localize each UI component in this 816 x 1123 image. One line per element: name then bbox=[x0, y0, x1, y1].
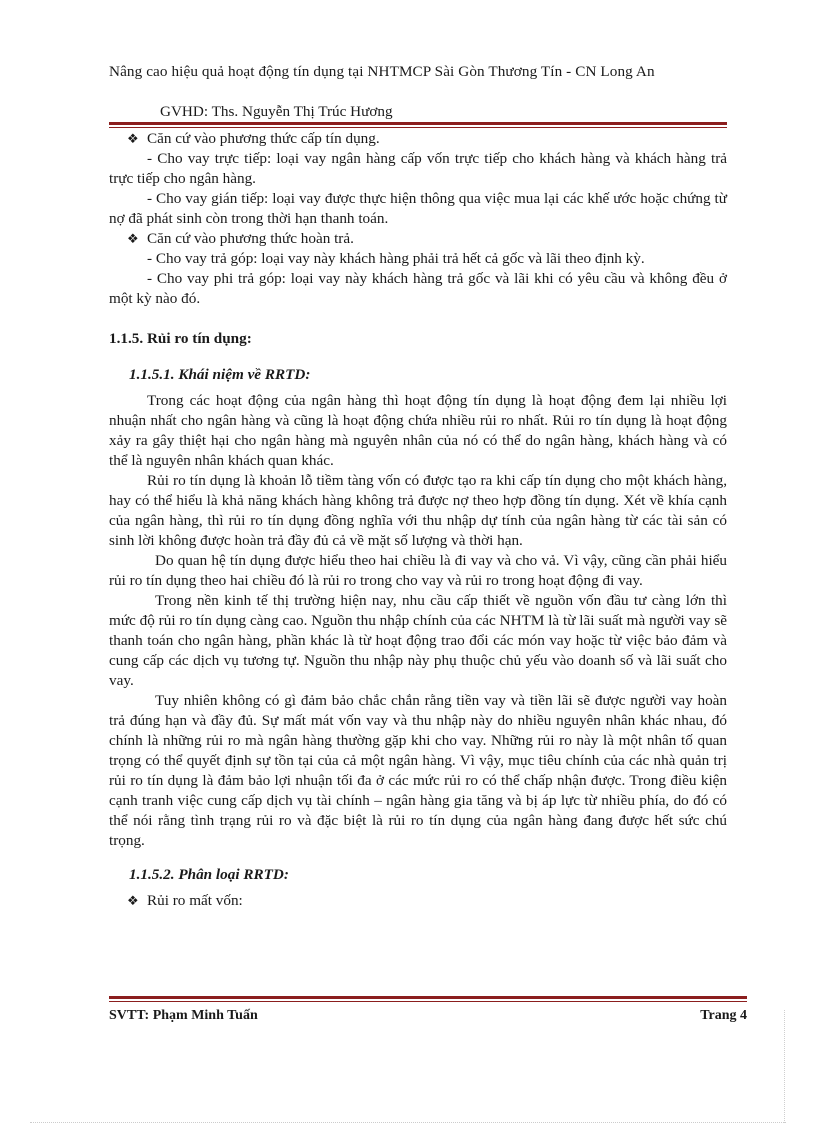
paragraph: Trong các hoạt động của ngân hàng thì hoạt động tín dụng là hoạt động đem lại nhiều lợi nhuận nhất cho ngân hàng và cũng là hoạt động chứa nhiều rủi ro nhất. Rủi ro tín dụng là hoạt động xảy ra gây thiệt hại cho ngân hàng mà nguyên nhân của nó có thể do ngân hàng, khách hàng và có thể là nguyên nhân khách quan khác. bbox=[109, 392, 727, 469]
header-rule-thick bbox=[109, 122, 727, 125]
diamond-bullet-icon: ❖ bbox=[127, 893, 139, 908]
paragraph: - Cho vay trực tiếp: loại vay ngân hàng cấp vốn trực tiếp cho khách hàng và khách hàng trả trực tiếp cho ngân hàng. bbox=[109, 150, 727, 187]
paragraph: Rủi ro tín dụng là khoản lỗ tiềm tàng vốn có được tạo ra khi cấp tín dụng cho một khách hàng, hay có thể hiểu là khả năng khách hàng không trả được nợ theo hợp đồng tín dụng. Xét về khía cạnh của ngân hàng, thì rủi ro tín dụng đồng nghĩa với thu nhập dự tính của ngân hàng từ các tài sản có sinh lời không được hoàn trả đầy đủ cả về mặt số lượng và thời hạn. bbox=[109, 472, 727, 549]
subsection-heading: 1.1.5.2. Phân loại RRTD: bbox=[129, 866, 289, 883]
diamond-bullet-icon: ❖ bbox=[127, 231, 139, 246]
section-heading: 1.1.5. Rủi ro tín dụng: bbox=[109, 330, 252, 347]
bullet-text: Căn cứ vào phương thức cấp tín dụng. bbox=[147, 130, 380, 147]
footer-rule-thick bbox=[109, 996, 747, 999]
paragraph: - Cho vay phi trả góp: loại vay này khách hàng trả gốc và lãi khi có yêu cầu và không đều ở một kỳ nào đó. bbox=[109, 270, 727, 307]
paragraph: - Cho vay trả góp: loại vay này khách hàng phải trả hết cả gốc và lãi theo định kỳ. bbox=[147, 250, 645, 267]
header-title: Nâng cao hiệu quả hoạt động tín dụng tại NHTMCP Sài Gòn Thương Tín - CN Long An bbox=[109, 63, 655, 80]
page-corner-line bbox=[784, 1010, 785, 1123]
diamond-bullet-icon: ❖ bbox=[127, 131, 139, 146]
bullet-text: Rủi ro mất vốn: bbox=[147, 892, 243, 909]
bullet-item bbox=[109, 891, 727, 911]
paragraph: Tuy nhiên không có gì đảm bảo chắc chắn rằng tiền vay và tiền lãi sẽ được người vay hoàn trả đúng hạn và đầy đủ. Sự mất mát vốn vay và thu nhập này do nhiều nguyên nhân khác nhau, đó chính là những rủi ro mà ngân hàng thường gặp khi cho vay. Những rủi ro này là một nhân tố quan trọng có thể quyết định sự tồn tại của cả một ngân hàng. Vì vậy, mục tiêu chính của các nhà quản trị rủi ro tín dụng là đảm bảo lợi nhuận tối đa ở các mức rủi ro có thể chấp nhận được. Trong điều kiện cạnh tranh việc cung cấp dịch vụ tài chính – ngân hàng gia tăng và bị áp lực từ nhiều phía, do đó có thể nói rằng tình trạng rủi ro và đặc biệt là rủi ro tín dụng của ngân hàng đang được hết sức chú trọng. bbox=[109, 692, 727, 849]
paragraph: Trong nền kinh tế thị trường hiện nay, nhu cầu cấp thiết về nguồn vốn đầu tư càng lớn thì mức độ rủi ro tín dụng càng cao. Nguồn thu nhập chính của các NHTM là từ lãi suất mà người vay sẽ thanh toán cho ngân hàng, phần khác là từ hoạt động trao đổi các món vay hoặc từ việc bảo đảm và cung cấp các dịch vụ tương tự. Nguồn thu nhập này phụ thuộc chủ yếu vào doanh số và lãi suất cho vay. bbox=[109, 592, 727, 689]
bullet-item bbox=[109, 129, 727, 149]
bullet-item bbox=[109, 229, 727, 249]
paragraph: - Cho vay gián tiếp: loại vay được thực hiện thông qua việc mua lại các khế ước hoặc chứng từ nợ đã phát sinh còn trong thời hạn thanh toán. bbox=[109, 190, 727, 227]
paragraph: Do quan hệ tín dụng được hiểu theo hai chiều là đi vay và cho vả. Vì vậy, cũng cần phải hiểu rủi ro tín dụng theo hai chiều đó là rủi ro trong cho vay và rủi ro trong hoạt động đi vay. bbox=[109, 552, 727, 589]
page-number: Trang 4 bbox=[700, 1008, 747, 1023]
page-body bbox=[109, 129, 727, 911]
bullet-text: Căn cứ vào phương thức hoàn trả. bbox=[147, 230, 354, 247]
footer-rule-thin bbox=[109, 1001, 747, 1002]
header-advisor: GVHD: Ths. Nguyễn Thị Trúc Hương bbox=[160, 103, 393, 120]
footer-student: SVTT: Phạm Minh Tuấn bbox=[109, 1008, 258, 1023]
header-rule-thin bbox=[109, 127, 727, 128]
subsection-heading: 1.1.5.1. Khái niệm về RRTD: bbox=[129, 366, 311, 383]
